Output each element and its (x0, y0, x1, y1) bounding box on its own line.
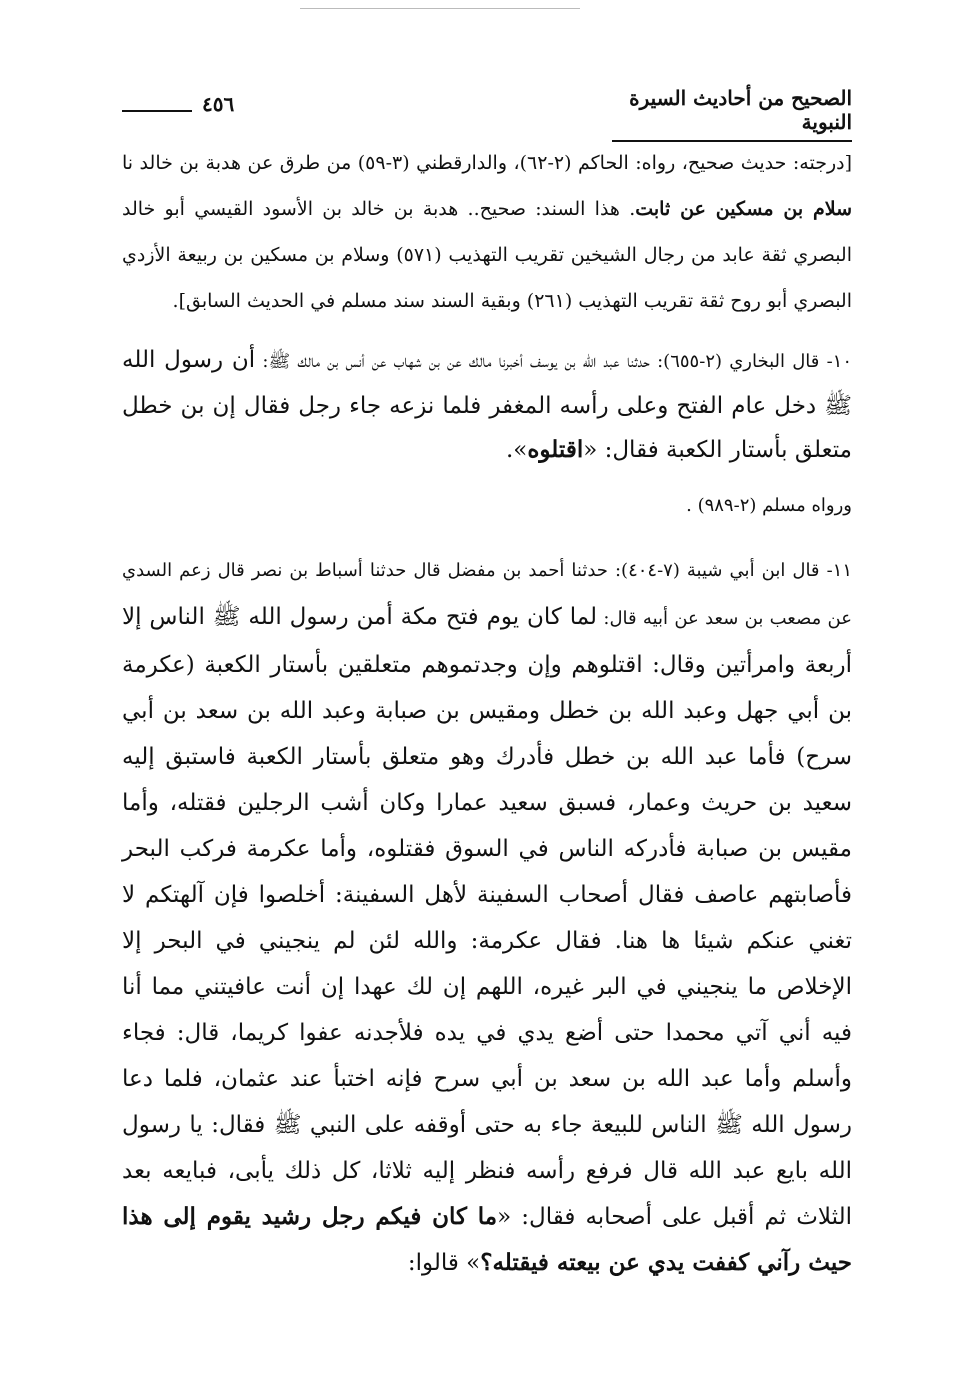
page-number-rule (122, 110, 192, 112)
hadith-11-bold: ما كان فيكم رجل رشيد يقوم إلى هذا حيث رآني كففت يدي عن بيعته فيقتله؟ (122, 1203, 852, 1276)
hadith-10 (122, 338, 852, 472)
hadith-11-end: » قالوا: (407, 1250, 481, 1276)
page-header (122, 86, 852, 134)
hadith-10-note: ورواه مسلم (٢-٩٨٩) . (686, 495, 852, 516)
grade-paragraph (122, 140, 852, 324)
page-title: الصحيح من أحاديث السيرة النبوية (612, 86, 852, 142)
hadith-11-matn: لما كان يوم فتح مكة أمن رسول الله ﷺ الناس إلا أربعة وامرأتين وقال: اقتلوهم وإن وجدتموهم متعلقين بأستار الكعبة (عكرمة بن أبي جهل وعبد الله بن خطل ومقيس بن صبابة وعبد الله بن سعد بن أبي سرح) فأما عبد الله بن خطل فأدرك وهو متعلق بأستار الكعبة فاستبق إليه سعيد بن حريث وعمار، فسبق سعيد عمارا وكان أشب الرجلين فقتله، وأما مقيس بن صبابة فأدركه الناس في السوق فقتلوه، وأما عكرمة فركب البحر فأصابتهم عاصف فقال أصحاب السفينة لأهل السفينة: أخلصوا فإن آلهتكم لا تغني عنكم شيئا ها هنا. فقال عكرمة: والله لئن لم ينجيني في البحر إلا الإخلاص ما ينجيني في البر غيره، اللهم إن لك عهدا إن أنت عافيتني مما أنا فيه أني آتي محمدا حتى أضع يدي في يده فلأجدنه عفوا كريما، قال: فجاء وأسلم وأما عبد الله بن سعد بن أبي سرح فإنه اختبأ عند عثمان، فلما دعا رسول الله ﷺ الناس للبيعة جاء به حتى أوقفه على النبي ﷺ فقال: يا رسول الله بايع عبد الله قال فرفع رأسه فنظر إليه ثلاثا، كل ذلك يأبى، فبايعه بعد الثلاث ثم أقبل على أصحابه فقال: « (122, 604, 852, 1230)
hadith-10-end: ». (505, 437, 528, 463)
grade-bold: سلام بن مسكين عن ثابت (635, 198, 852, 220)
hadith-11-isnad: ١١- قال ابن أبي شيبة (٧-٤٠٤): حدثنا أحمد بن مفضل قال حدثنا أسباط بن نصر قال زعم السدي عن مصعب بن سعد عن أبيه قال: (122, 560, 853, 629)
grade-text-2: . هذا السند: صحيح.. هدبة بن خالد بن الأسود القيسي أبو خالد البصري ثقة عابد من رجال الشيخين تقريب التهذيب (٥٧١) وسلام بن مسكين بن ربيعة الأزدي البصري أبو روح ثقة تقريب التهذيب (٢٦١) وبقية السند سند مسلم في الحديث السابق]. (122, 198, 852, 312)
hadith-10-bold: اقتلوه (527, 436, 584, 463)
hadith-10-isnad: ١٠- قال البخاري (٢-٦٥٥): حدثنا عبد الله بن يوسف أخبرنا مالك عن بن شهاب عن أنس بن مالك ﷺ: (255, 351, 853, 372)
top-rule (300, 8, 580, 9)
grade-text-1: [درجته: حديث صحيح، رواه: الحاكم (٢-٦٢)، والدارقطني (٣-٥٩) من طرق عن هدبة بن خالد نا (122, 152, 852, 174)
hadith-10-matn: أن رسول الله ﷺ دخل عام الفتح وعلى رأسه المغفر فلما نزعه جاء رجل فقال إن بن خطل متعلق بأستار الكعبة فقال: « (122, 347, 852, 463)
page-content (122, 140, 852, 1296)
hadith-11 (122, 548, 852, 1286)
page-number: ٤٥٦ (202, 92, 235, 116)
page-number-block (122, 92, 234, 116)
